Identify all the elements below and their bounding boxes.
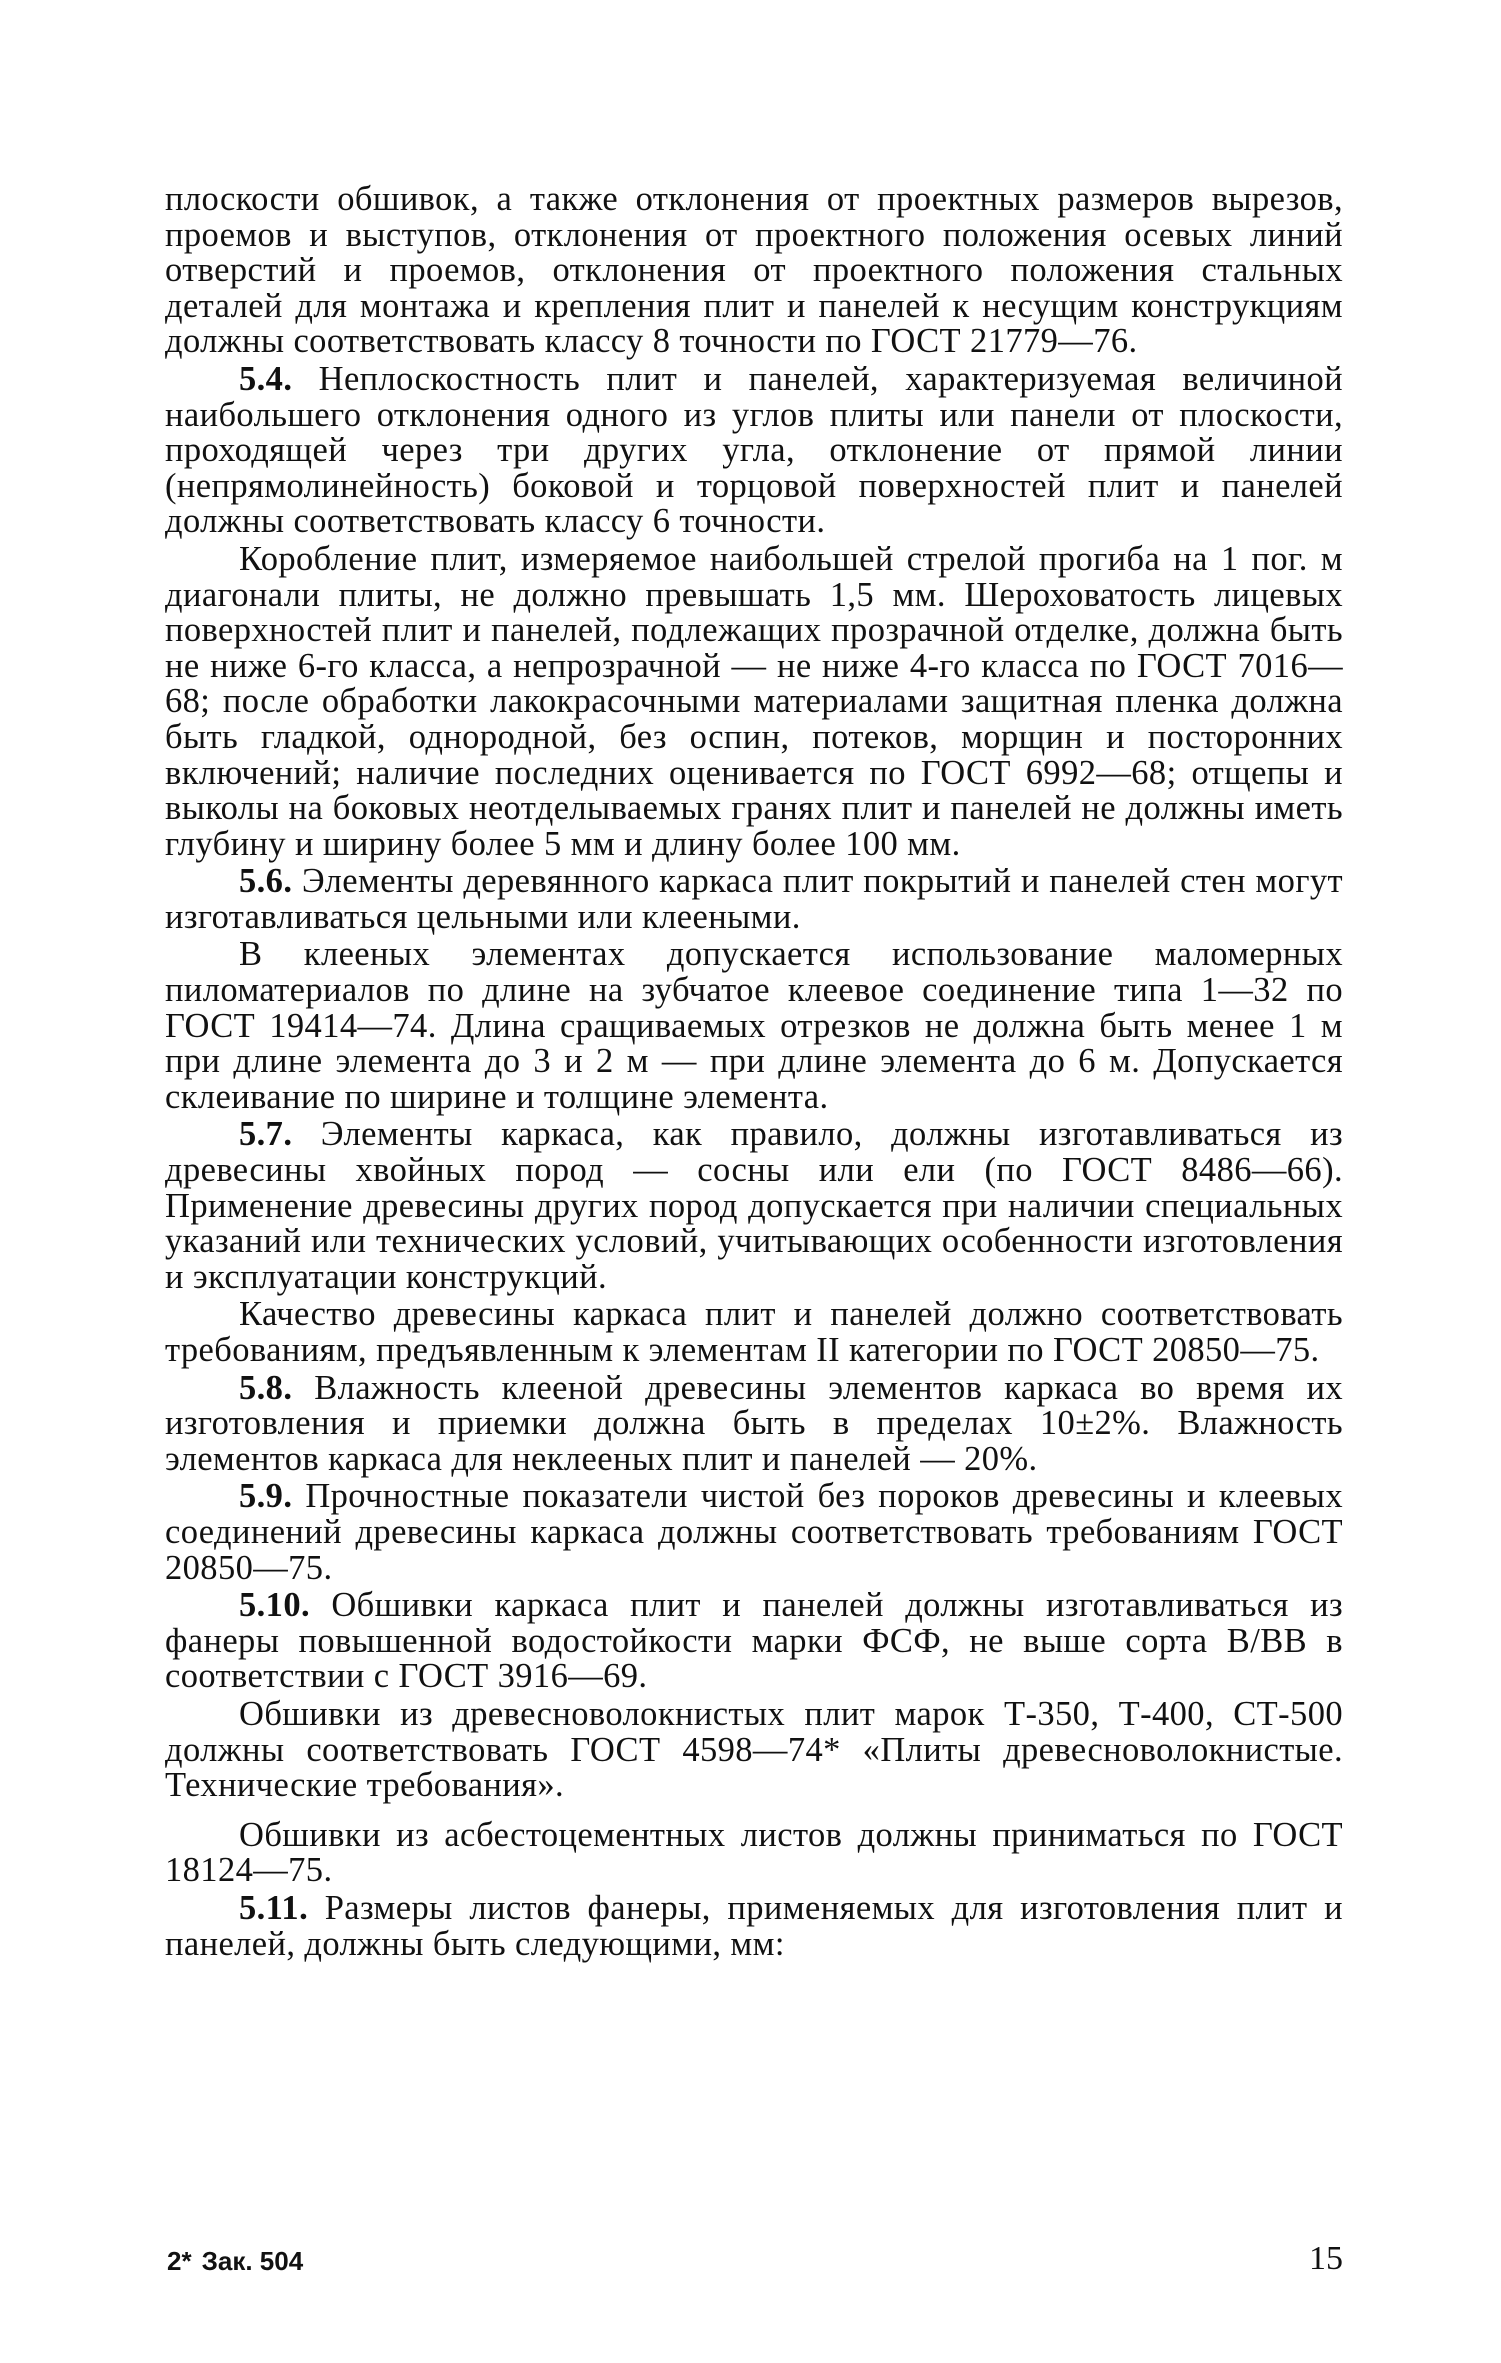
paragraph-5-4 (165, 359, 1344, 541)
paragraph-text: Неплоскостность плит и панелей, характеризуемая величиной наибольшего отклонения одного из углов плиты или панели от плоскости, проходящей через три других угла, отклонение от прямой линии (непрямолинейность) боковой и торцовой поверхностей плит и панелей должны соответствовать классу 6 точности. (165, 359, 1344, 541)
section-number: 5.10. (239, 1586, 310, 1625)
paragraph-continuation (165, 182, 1343, 360)
page-footer (165, 2240, 1343, 2280)
paragraph-text: Обшивки из асбестоцементных листов должны приниматься по ГОСТ 18124—75. (165, 1815, 1343, 1890)
paragraph-text: Прочностные показатели чистой без пороков древесины и клеевых соединений древесины каркаса должны соответствовать требованиям ГОСТ 20850—75. (165, 1477, 1343, 1587)
paragraph-5-7 (165, 1117, 1343, 1295)
paragraph-text: Элементы деревянного каркаса плит покрытий и панелей стен могут изготавливаться цельными или клееными. (165, 862, 1343, 936)
page-number: 15 (1309, 2240, 1343, 2277)
sheet-mark: 2* (167, 2246, 192, 2276)
paragraph-warping (165, 539, 1343, 863)
paragraph-5-9 (165, 1479, 1343, 1586)
section-number: 5.7. (239, 1115, 293, 1154)
section-number: 5.6. (239, 862, 293, 901)
section-number: 5.11. (239, 1888, 309, 1927)
document-body (165, 182, 1343, 1964)
paragraph-5-8 (165, 1368, 1343, 1478)
paragraph-text: Размеры листов фанеры, применяемых для изготовления плит и панелей, должны быть следующими, мм: (165, 1888, 1343, 1963)
section-number: 5.8. (239, 1368, 293, 1407)
section-number: 5.9. (239, 1477, 293, 1516)
paragraph-5-11 (165, 1888, 1343, 1963)
paragraph-glued-elements (165, 937, 1343, 1115)
paragraph-text: Обшивки из древесноволокнистых плит марок Т-350, Т-400, СТ-500 должны соответствовать ГОСТ 4598—74* «Плиты древесноволокнистые. Технические требования». (165, 1694, 1343, 1805)
paragraph-text: Коробление плит, измеряемое наибольшей стрелой прогиба на 1 пог. м диагонали плиты, не должно превышать 1,5 мм. Шероховатость лицевых поверхностей плит и панелей, подлежащих прозрачной отделке, должна быть не ниже 6-го класса, а непрозрачной — не ниже 4-го класса по ГОСТ 7016—68; после обработки лакокрасочными материалами защитная пленка должна быть гладкой, однородной, без оспин, потеков, морщин и посторонних включений; наличие последних оценивается по ГОСТ 6992—68; отщепы и выколы на боковых неотделываемых гранях плит и панелей не должны иметь глубину и ширину более 5 мм и длину более 100 мм. (165, 539, 1343, 863)
section-number: 5.4. (239, 359, 293, 398)
paragraph-text: Элементы каркаса, как правило, должны изготавливаться из древесины хвойных пород — сосны или ели (по ГОСТ 8486—66). Применение древесины других пород допускается при наличии специальных указаний или технических условий, учитывающих особенности изготовления и эксплуатации конструкций. (165, 1115, 1343, 1296)
paragraph-text: В клееных элементах допускается использование маломерных пиломатериалов по длине на зубчатое клеевое соединение типа 1—32 по ГОСТ 19414—74. Длина сращиваемых отрезков не должна быть менее 1 м при длине элемента до 3 и 2 м — при длине элемента до 6 м. Допускается склеивание по ширине и толщине элемента. (165, 935, 1343, 1116)
paragraph-fiberboard (165, 1694, 1343, 1805)
printing-signature (167, 2246, 303, 2277)
paragraph-5-10 (165, 1588, 1343, 1695)
paragraph-5-6 (165, 864, 1343, 935)
paragraph-wood-quality (165, 1297, 1343, 1368)
order-number: Зак. 504 (201, 2246, 304, 2276)
paragraph-text: плоскости обшивок, а также отклонения от проектных размеров вырезов, проемов и выступов, отклонения от проектного положения осевых линий отверстий и проемов, отклонения от проектного положения стальных деталей для монтажа и крепления плит и панелей к несущим конструкциям должны соответствовать классу 8 точности по ГОСТ 21779—76. (165, 180, 1343, 361)
paragraph-asbestos (165, 1815, 1343, 1890)
paragraph-text: Обшивки каркаса плит и панелей должны изготавливаться из фанеры повышенной водостойкости марки ФСФ, не выше сорта В/ВВ в соответствии с ГОСТ 3916—69. (165, 1586, 1343, 1696)
paragraph-text: Влажность клееной древесины элементов каркаса во время их изготовления и приемки должна быть в пределах 10±2%. Влажность элементов каркаса для неклееных плит и панелей — 20%. (165, 1368, 1343, 1478)
paragraph-text: Качество древесины каркаса плит и панелей должно соответствовать требованиям, предъявленным к элементам II категории по ГОСТ 20850—75. (165, 1295, 1343, 1369)
